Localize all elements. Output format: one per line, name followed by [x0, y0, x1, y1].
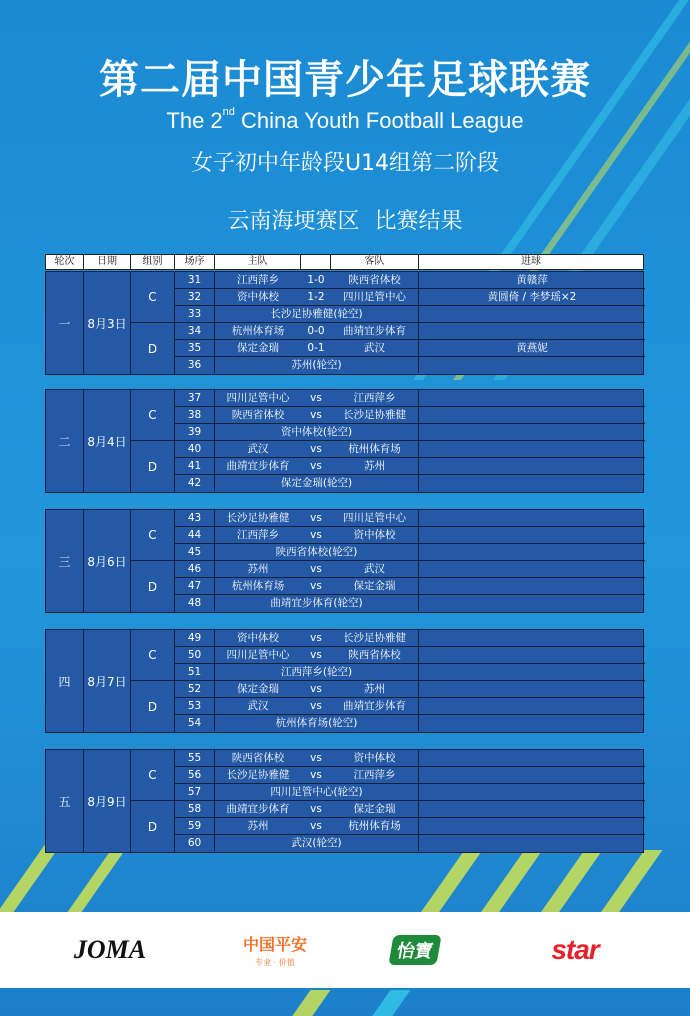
round-date: 8月6日 [84, 510, 131, 612]
match-number: 33 [175, 306, 215, 322]
header-away: 客队 [331, 255, 419, 269]
goal-scorers [419, 458, 645, 474]
goal-scorers [419, 750, 645, 766]
goal-scorers [419, 407, 645, 423]
stripe-decoration [595, 850, 662, 920]
match-row [175, 681, 645, 698]
sponsor-bar [0, 912, 690, 988]
bye-team: 四川足管中心(轮空) [215, 784, 419, 800]
match-row [175, 407, 645, 424]
round-date: 8月7日 [84, 630, 131, 732]
poster-title-english: The 2nd China Youth Football League [166, 106, 524, 133]
away-team: 保定金瑞 [331, 578, 419, 594]
match-score: 1-2 [307, 291, 325, 303]
group-label: D [131, 441, 175, 492]
home-team: 江西萍乡 [237, 529, 279, 541]
match-number: 37 [175, 390, 215, 406]
round-label: 三 [46, 510, 84, 612]
away-team: 四川足管中心 [331, 510, 419, 526]
goal-scorers [419, 767, 645, 783]
match-score: vs [310, 512, 322, 524]
match-row [175, 441, 645, 458]
header-match-no: 场序 [175, 255, 215, 269]
home-team: 陕西省体校 [231, 752, 285, 764]
joma-logo: JOMA [73, 935, 147, 964]
bye-team: 保定金瑞(轮空) [215, 475, 419, 491]
star-logo: star [551, 934, 599, 965]
home-team: 长沙足协雅健 [226, 769, 290, 781]
match-row [175, 458, 645, 475]
match-number: 52 [175, 681, 215, 697]
match-row [175, 272, 645, 289]
away-team: 曲靖宜步体育 [331, 323, 419, 339]
match-row [175, 767, 645, 784]
goal-scorers [419, 818, 645, 834]
bye-team: 资中体校(轮空) [215, 424, 419, 440]
goal-scorers [419, 424, 645, 440]
bye-team: 陕西省体校(轮空) [215, 544, 419, 560]
round-block [45, 629, 644, 733]
away-team: 资中体校 [331, 527, 419, 543]
home-team: 武汉 [247, 443, 269, 455]
match-score: 1-0 [307, 274, 325, 286]
yibao-logo: 怡寶 [375, 912, 455, 988]
match-row [175, 561, 645, 578]
match-number: 38 [175, 407, 215, 423]
match-row [175, 715, 645, 732]
poster-subtitle: 女子初中年龄段U14组第二阶段 [190, 151, 500, 176]
match-number: 43 [175, 510, 215, 526]
goal-scorers [419, 441, 645, 457]
header-score [301, 255, 331, 269]
group-label: D [131, 801, 175, 852]
away-team: 杭州体育场 [331, 818, 419, 834]
header-group: 组别 [131, 255, 175, 269]
match-row [175, 784, 645, 801]
home-team: 资中体校 [237, 291, 279, 303]
goal-scorers [419, 561, 645, 577]
match-number: 36 [175, 357, 215, 373]
round-label: 一 [46, 272, 84, 374]
group-label: C [131, 750, 175, 801]
match-score: vs [310, 580, 322, 592]
round-date: 8月9日 [84, 750, 131, 852]
goal-scorers [419, 578, 645, 594]
goal-scorers: 黄圆倚 / 李梦瑶×2 [487, 291, 577, 303]
match-number: 60 [175, 835, 215, 851]
goal-scorers [419, 390, 645, 406]
group-label: C [131, 630, 175, 681]
away-team: 陕西省体校 [331, 272, 419, 288]
home-team: 苏州 [247, 820, 269, 832]
match-row [175, 647, 645, 664]
bye-team: 江西萍乡(轮空) [215, 664, 419, 680]
match-score: vs [310, 803, 322, 815]
goal-scorers [419, 510, 645, 526]
match-score: vs [310, 683, 322, 695]
round-label: 二 [46, 390, 84, 492]
home-team: 四川足管中心 [226, 392, 290, 404]
goal-scorers [419, 647, 645, 663]
match-number: 44 [175, 527, 215, 543]
stripe-decoration [289, 990, 330, 1016]
group-label: C [131, 272, 175, 323]
home-team: 保定金瑞 [237, 683, 279, 695]
goal-scorers [419, 801, 645, 817]
round-date: 8月3日 [84, 272, 131, 374]
match-number: 31 [175, 272, 215, 288]
match-number: 53 [175, 698, 215, 714]
match-number: 55 [175, 750, 215, 766]
goal-scorers: 黄赣萍 [516, 274, 548, 286]
match-row [175, 664, 645, 681]
match-number: 47 [175, 578, 215, 594]
match-score: vs [310, 563, 322, 575]
home-team: 苏州 [247, 563, 269, 575]
bye-team: 曲靖宜步体育(轮空) [215, 595, 419, 611]
match-number: 48 [175, 595, 215, 611]
goal-scorers [419, 664, 645, 680]
goal-scorers [419, 698, 645, 714]
round-label: 四 [46, 630, 84, 732]
goal-scorers [419, 595, 645, 611]
match-row [175, 424, 645, 441]
goal-scorers [419, 527, 645, 543]
match-row [175, 527, 645, 544]
match-row [175, 750, 645, 767]
match-row [175, 595, 645, 612]
group-label: D [131, 323, 175, 374]
goal-scorers [419, 715, 645, 731]
header-home: 主队 [215, 255, 301, 269]
away-team: 杭州体育场 [331, 441, 419, 457]
goal-scorers [419, 835, 645, 851]
match-number: 50 [175, 647, 215, 663]
table-header [45, 254, 644, 270]
match-number: 59 [175, 818, 215, 834]
bye-team: 武汉(轮空) [215, 835, 419, 851]
match-number: 32 [175, 289, 215, 305]
match-row [175, 475, 645, 492]
region-title: 云南海埂赛区 比赛结果 [227, 209, 463, 234]
match-number: 57 [175, 784, 215, 800]
match-score: vs [310, 752, 322, 764]
round-label: 五 [46, 750, 84, 852]
away-team: 江西萍乡 [331, 390, 419, 406]
match-score: vs [310, 529, 322, 541]
away-team: 苏州 [331, 458, 419, 474]
home-team: 长沙足协雅健 [226, 512, 290, 524]
match-score: vs [310, 769, 322, 781]
away-team: 四川足管中心 [331, 289, 419, 305]
match-number: 46 [175, 561, 215, 577]
home-team: 保定金瑞 [237, 342, 279, 354]
group-label: C [131, 390, 175, 441]
away-team: 武汉 [331, 561, 419, 577]
away-team: 陕西省体校 [331, 647, 419, 663]
poster-title: 第二届中国青少年足球联赛 [99, 57, 591, 103]
match-number: 54 [175, 715, 215, 731]
match-number: 40 [175, 441, 215, 457]
match-row [175, 578, 645, 595]
match-number: 56 [175, 767, 215, 783]
header-date: 日期 [84, 255, 131, 269]
match-row [175, 801, 645, 818]
home-team: 曲靖宜步体育 [226, 460, 290, 472]
round-block [45, 509, 644, 613]
round-date: 8月4日 [84, 390, 131, 492]
match-number: 35 [175, 340, 215, 356]
match-score: vs [310, 392, 322, 404]
stripe-decoration [415, 850, 482, 920]
home-team: 杭州体育场 [231, 325, 285, 337]
bye-team: 杭州体育场(轮空) [215, 715, 419, 731]
match-score: vs [310, 409, 322, 421]
match-row [175, 323, 645, 340]
away-team: 苏州 [331, 681, 419, 697]
bye-team: 苏州(轮空) [215, 357, 419, 373]
home-team: 四川足管中心 [226, 649, 290, 661]
match-row [175, 835, 645, 852]
match-score: vs [310, 460, 322, 472]
stripe-decoration [475, 850, 542, 920]
group-label: D [131, 561, 175, 612]
goal-scorers [419, 323, 645, 339]
match-number: 39 [175, 424, 215, 440]
match-row [175, 698, 645, 715]
match-number: 42 [175, 475, 215, 491]
home-team: 资中体校 [237, 632, 279, 644]
match-row [175, 289, 645, 306]
away-team: 保定金瑞 [331, 801, 419, 817]
match-number: 58 [175, 801, 215, 817]
header-round: 轮次 [46, 255, 84, 269]
match-row [175, 818, 645, 835]
away-team: 长沙足协雅健 [331, 407, 419, 423]
away-team: 武汉 [331, 340, 419, 356]
match-row [175, 340, 645, 357]
home-team: 曲靖宜步体育 [226, 803, 290, 815]
match-row [175, 306, 645, 323]
goal-scorers [419, 544, 645, 560]
bye-team: 长沙足协雅健(轮空) [215, 306, 419, 322]
home-team: 江西萍乡 [237, 274, 279, 286]
match-score: 0-1 [307, 342, 325, 354]
round-block [45, 389, 644, 493]
match-row [175, 630, 645, 647]
match-score: vs [310, 649, 322, 661]
match-score: vs [310, 443, 322, 455]
goal-scorers [419, 784, 645, 800]
goal-scorers: 黄燕妮 [516, 342, 548, 354]
stripe-decoration [535, 850, 602, 920]
home-team: 武汉 [247, 700, 269, 712]
match-row [175, 510, 645, 527]
match-number: 51 [175, 664, 215, 680]
match-score: 0-0 [307, 325, 325, 337]
away-team: 曲靖宜步体育 [331, 698, 419, 714]
group-label: C [131, 510, 175, 561]
pingan-logo: 中国平安 专业 · 价值 [242, 935, 307, 967]
match-row [175, 390, 645, 407]
header-goals: 进球 [521, 256, 541, 267]
match-score: vs [310, 700, 322, 712]
goal-scorers [419, 681, 645, 697]
round-block [45, 749, 644, 853]
match-score: vs [310, 632, 322, 644]
away-team: 资中体校 [331, 750, 419, 766]
stripe-decoration [369, 990, 410, 1016]
goal-scorers [419, 306, 645, 322]
goal-scorers [419, 475, 645, 491]
goal-scorers [419, 630, 645, 646]
away-team: 长沙足协雅健 [331, 630, 419, 646]
home-team: 杭州体育场 [231, 580, 285, 592]
away-team: 江西萍乡 [331, 767, 419, 783]
match-number: 45 [175, 544, 215, 560]
match-row [175, 544, 645, 561]
match-score: vs [310, 820, 322, 832]
match-number: 41 [175, 458, 215, 474]
group-label: D [131, 681, 175, 732]
match-row [175, 357, 645, 374]
round-block [45, 271, 644, 375]
match-number: 49 [175, 630, 215, 646]
goal-scorers [419, 357, 645, 373]
home-team: 陕西省体校 [231, 409, 285, 421]
match-number: 34 [175, 323, 215, 339]
